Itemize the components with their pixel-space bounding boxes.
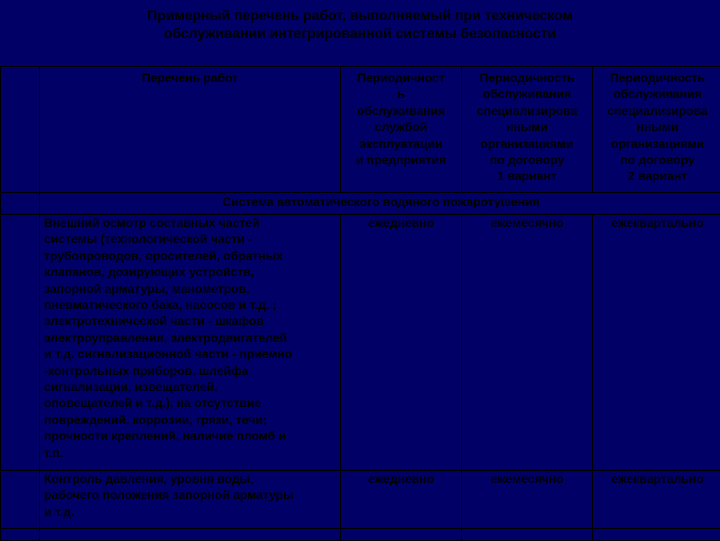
period-variant1-value: ежемесячно [462,471,593,529]
row-number-cell [1,471,40,529]
period-variant1-value: ежемесячно [462,215,593,471]
period-staff-header: Периодичност ь обслуживания службой эксплуатации и предприятия [341,67,462,193]
work-description: Внешний осмотр составных частей системы (технологической части - трубопроводов, оросителей, обратных клапанов, дозирующих устройств, запорной арматуры, манометров, пневматического бака, насосов и т.д. ; электротехнической части - шкафов электроуправления, электродвигателей и т.д. сигнализационной части - приемно -контрольных приборов, шлейфа сигнализации, извещателей, оповещателей и т.д.), на отсутствие повреждений, коррозии, грязи, течи; прочности креплений, наличие пломб и т.п. [40,215,341,471]
title-line-2: обслуживании интегрированной системы безопасности [0,24,720,42]
works-header: Перечень работ [42,70,338,86]
period-staff-value: ежедневно [341,471,462,529]
period-variant2-header: Периодичность обслуживания специализирова нными организациями по договору 2 вариант [593,67,720,193]
section-row [1,193,720,215]
period-staff-value: ежедневно [341,215,462,471]
table-row [1,471,720,529]
title-line-1: Примерный перечень работ, выполняемый при техническом [0,6,720,24]
row-number-cell [1,215,40,471]
page-title [0,6,720,42]
work-description: Контроль давления, уровня воды, рабочего положения запорной арматуры и т.д. [40,471,341,529]
section-title: Система автоматического водяного пожаротушения [222,195,539,209]
table-header-row [1,67,720,193]
number-header-cell [1,67,40,193]
table-row [1,215,720,471]
section-number-cell [1,193,40,215]
period-variant2-value: ежеквартально [593,215,720,471]
period-variant2-value: ежеквартально [593,471,720,529]
period-variant1-header: Периодичность обслуживания специализирова нными организациями по договору 1 вариант [462,67,593,193]
works-table [0,66,720,541]
section-title-cell [40,193,720,215]
table-row [1,529,720,541]
works-header-cell [40,67,341,193]
